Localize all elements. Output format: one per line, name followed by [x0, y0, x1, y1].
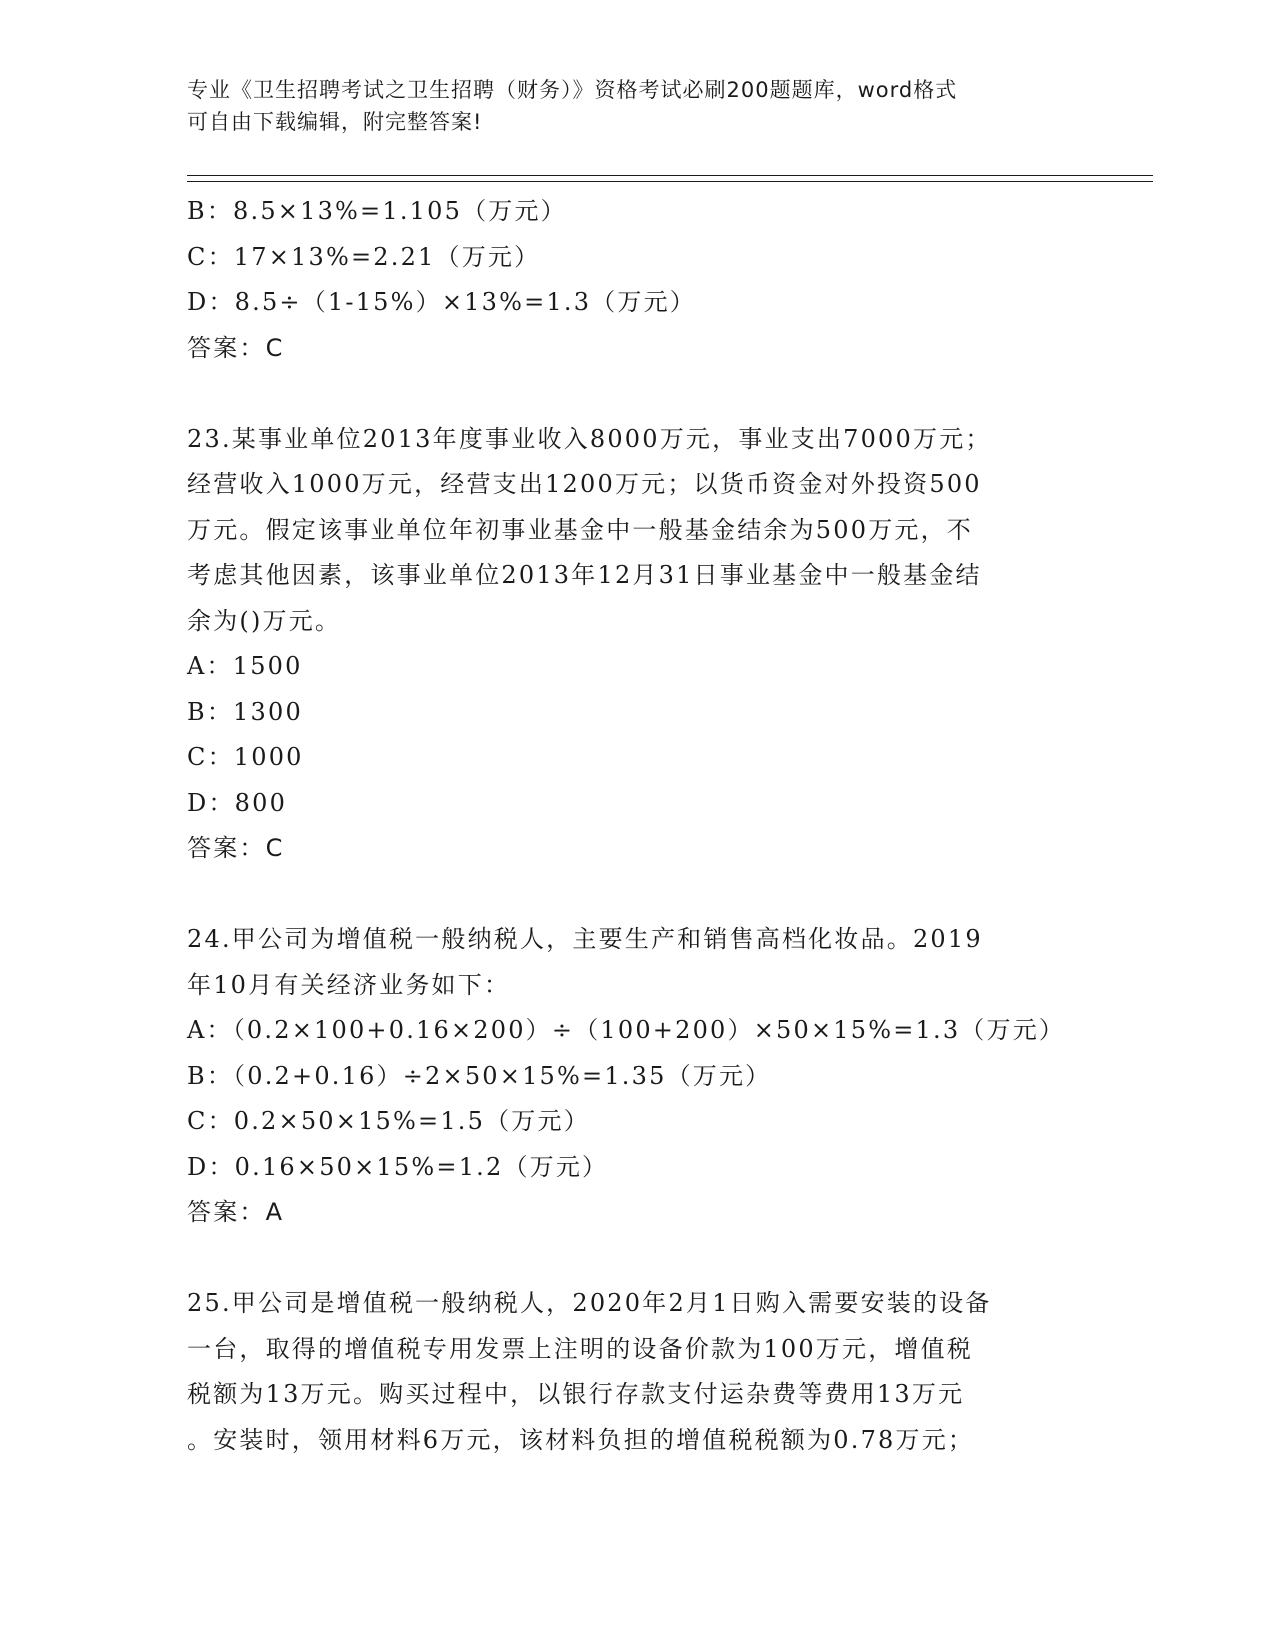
question-stem-line: 。安装时，领用材料6万元，该材料负担的增值税税额为0.78万元；: [187, 1425, 975, 1454]
question-stem-line: 24.甲公司为增值税一般纳税人，主要生产和销售高档化妆品。2019: [187, 925, 983, 953]
document-body: [187, 189, 1077, 1463]
option-d: D：800: [187, 788, 288, 817]
option-c: C：0.2×50×15%=1.5（万元）: [187, 1107, 590, 1135]
question-stem-line: 税额为13万元。购买过程中，以银行存款支付运杂费等费用13万元: [187, 1380, 965, 1408]
question-stem-line: 考虑其他因素，该事业单位2013年12月31日事业基金中一般基金结: [187, 561, 982, 589]
spacer: [187, 371, 1077, 417]
option-d: D：8.5÷（1-15%）×13%=1.3（万元）: [187, 288, 696, 316]
option-b: B：8.5×13%=1.105（万元）: [187, 197, 567, 225]
option-a: A：1500: [187, 652, 303, 680]
option-a: A：（0.2×100+0.16×200）÷（100+200）×50×15%=1.3（万元）: [187, 1016, 1066, 1044]
question-stem-line: 万元。假定该事业单位年初事业基金中一般基金结余为500万元，不: [187, 515, 974, 544]
option-d: D：0.16×50×15%=1.2（万元）: [187, 1152, 609, 1181]
question-stem-line: 23.某事业单位2013年度事业收入8000万元，事业支出7000万元；: [187, 424, 992, 453]
question-stem-line: 一台，取得的增值税专用发票上注明的设备价款为100万元，增值税: [187, 1334, 974, 1363]
question-stem-line: 经营收入1000万元，经营支出1200万元；以货币资金对外投资500: [187, 470, 982, 498]
option-c: C：17×13%=2.21（万元）: [187, 242, 541, 271]
question-23: [187, 417, 1077, 872]
question-stem-line: 25.甲公司是增值税一般纳税人，2020年2月1日购入需要安装的设备: [187, 1289, 992, 1317]
spacer: [187, 872, 1077, 918]
option-b: B：1300: [187, 697, 303, 726]
answer-line: 答案：C: [187, 333, 285, 362]
header-divider-thick: [187, 181, 1153, 182]
header-divider-thin: [187, 175, 1153, 176]
option-b: B：（0.2+0.16）÷2×50×15%=1.35（万元）: [187, 1061, 772, 1090]
previous-question-tail: [187, 189, 1077, 371]
answer-line: 答案：C: [187, 834, 285, 862]
option-c: C：1000: [187, 743, 304, 771]
document-header: [187, 74, 1087, 138]
spacer: [187, 1236, 1077, 1282]
question-24: [187, 917, 1077, 1236]
header-line-2: 可自由下载编辑，附完整答案!: [187, 110, 483, 134]
answer-line: 答案：A: [187, 1198, 285, 1226]
question-25: [187, 1281, 1077, 1463]
question-stem-line: 余为()万元。: [187, 606, 342, 635]
question-stem-line: 年10月有关经济业务如下：: [187, 970, 511, 999]
header-line-1: 专业《卫生招聘考试之卫生招聘（财务）》资格考试必刷200题题库，word格式: [187, 78, 958, 102]
